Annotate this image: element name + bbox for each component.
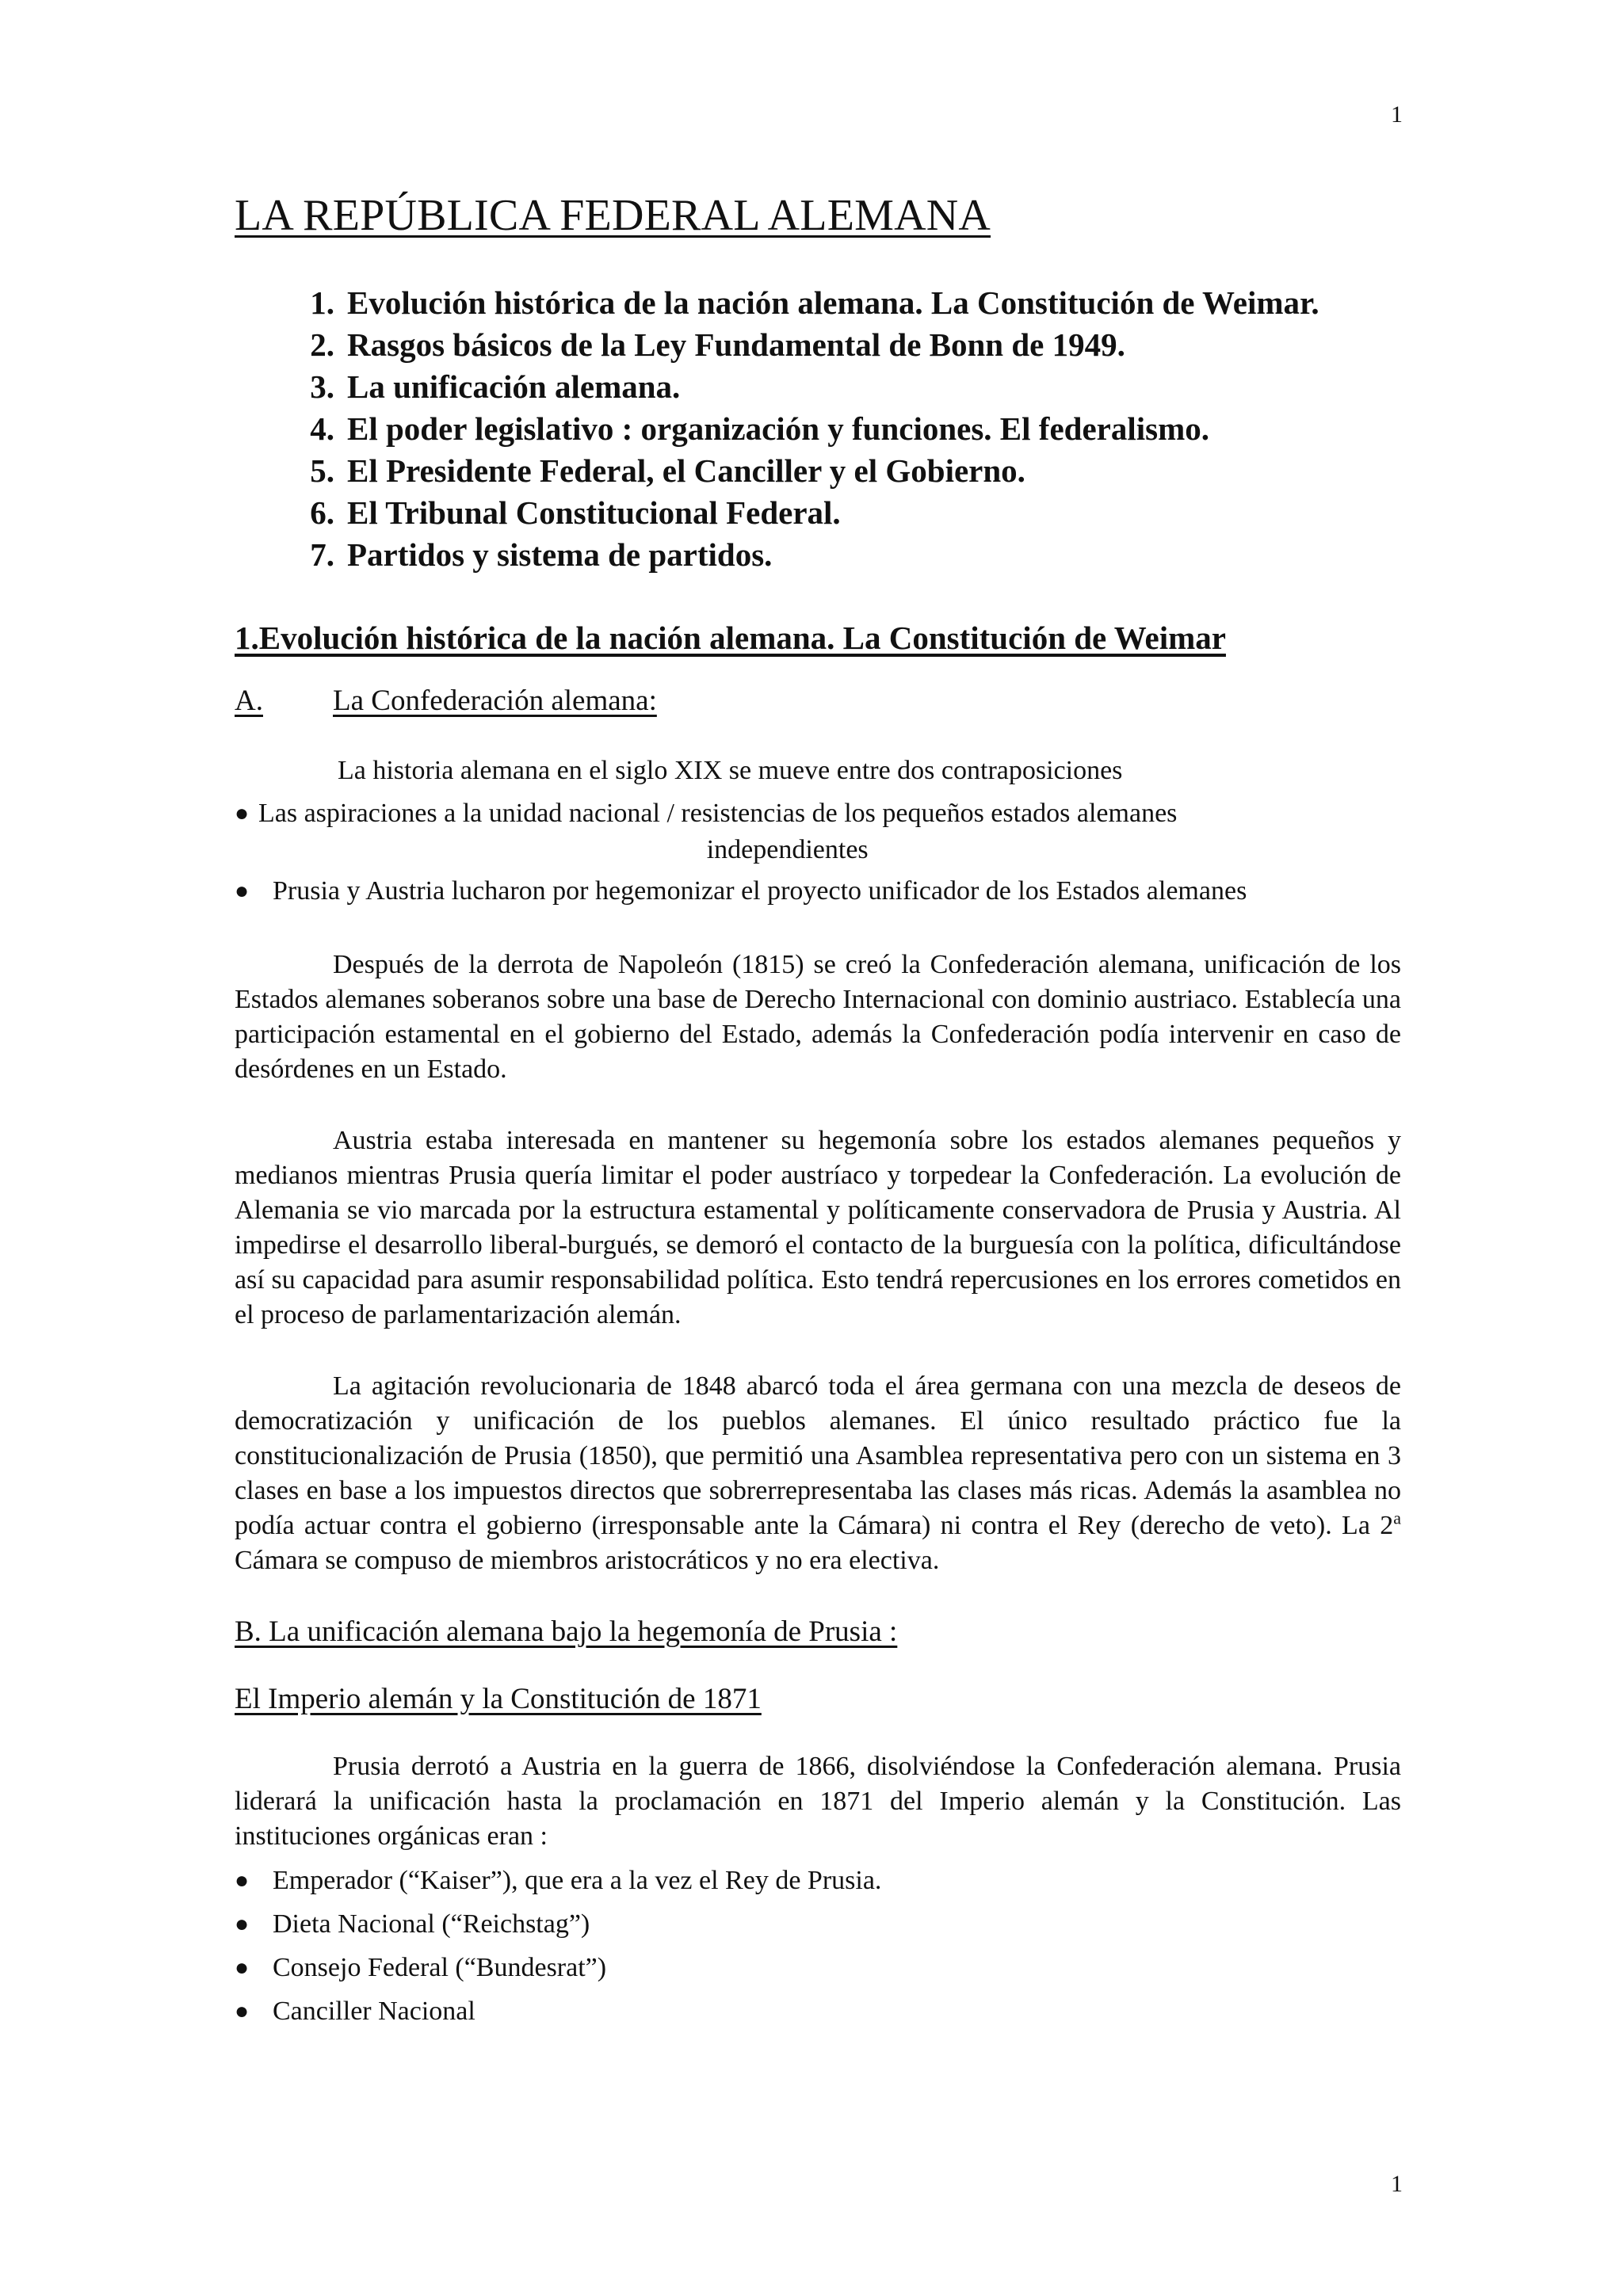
list-item <box>235 1902 1401 1946</box>
subsection-b-heading: B. La unificación alemana bajo la hegemonía de Prusia : <box>235 1615 898 1648</box>
toc-text: El Tribunal Constitucional Federal. <box>347 494 841 531</box>
toc-number: 4. <box>310 410 334 447</box>
toc-number: 5. <box>310 452 334 489</box>
toc-text: La unificación alemana. <box>347 368 681 405</box>
list-item <box>235 1989 1401 2033</box>
superscript: a <box>1393 1508 1401 1528</box>
list-item <box>235 795 1401 868</box>
paragraph-text: Cámara se compuso de miembros aristocráticos y no era electiva. <box>235 1546 940 1575</box>
list-item-continuation: independientes <box>706 835 869 864</box>
document-title: LA REPÚBLICA FEDERAL ALEMANA <box>235 191 991 240</box>
toc-number: 2. <box>310 326 334 363</box>
list-item-text: Emperador (“Kaiser”), que era a la vez el Rey de Prusia. <box>273 1866 882 1895</box>
bullet-icon: ● <box>235 878 250 904</box>
paragraph: Después de la derrota de Napoleón (1815) se creó la Confederación alemana, unificación de los Estados alemanes soberanos sobre una base de Derecho Internacional con dominio austriaco. Establecía una participación estamental en el gobierno del Estado, además la Confederación podía intervenir en caso de desórdenes en un Estado. <box>235 950 1401 1084</box>
toc-number: 6. <box>310 494 334 531</box>
page-number-bottom: 1 <box>1391 2171 1403 2197</box>
subsection-letter: A. <box>235 685 263 717</box>
intro-line: La historia alemana en el siglo XIX se mueve entre dos contraposiciones <box>338 756 1123 785</box>
toc-text: Partidos y sistema de partidos. <box>347 536 773 573</box>
bullet-icon: ● <box>235 1911 250 1937</box>
list-item-text: Dieta Nacional (“Reichstag”) <box>273 1909 590 1939</box>
toc-item <box>235 324 1401 366</box>
list-item-text: Las aspiraciones a la unidad nacional / resistencias de los pequeños estados alemanes <box>258 799 1178 828</box>
toc-number: 7. <box>310 536 334 573</box>
bullet-icon: ● <box>235 1867 250 1894</box>
paragraph: Austria estaba interesada en mantener su hegemonía sobre los estados alemanes pequeños y medianos mientras Prusia quería limitar el poder austríaco y torpedear la Confederación. La evolución de Alemania se vio marcada por la estructura estamental y políticamente conservadora de Prusia y Austria. Al impedirse el desarrollo liberal-burgués, se demoró el contacto de la burguesía con la política, dificultándose así su capacidad para asumir responsabilidad política. Esto tendrá repercusiones en los errores cometidos en el proceso de parlamentarización alemán. <box>235 1126 1401 1329</box>
list-item-text: Prusia y Austria lucharon por hegemonizar el proyecto unificador de los Estados alemanes <box>273 876 1247 906</box>
paragraph: Prusia derrotó a Austria en la guerra de 1866, disolviéndose la Confederación alemana. Prusia liderará la unificación hasta la proclamación en 1871 del Imperio alemán y la Constitución. Las instituciones orgánicas eran : <box>235 1752 1401 1851</box>
bullet-icon: ● <box>235 1998 250 2024</box>
contrast-list <box>235 795 1401 910</box>
paragraph <box>235 1369 1401 1578</box>
toc-item <box>235 282 1401 324</box>
toc-item <box>235 366 1401 408</box>
list-item-text: Canciller Nacional <box>273 1997 475 2026</box>
paragraph-text: La agitación revolucionaria de 1848 abarcó toda el área germana con una mezcla de deseos de democratización y unificación de los pueblos alemanes. El único resultado práctico fue la constitucionalización de Prusia (1850), que permitió una Asamblea representativa pero con un sistema en 3 clases en base a los impuestos directos que sobrerrepresentaba las clases más ricas. Además la asamblea no podía actuar contra el gobierno (irresponsable ante la Cámara) ni contra el Rey (derecho de veto). La 2 <box>235 1371 1401 1540</box>
section-heading: 1.Evolución histórica de la nación alemana. La Constitución de Weimar <box>235 620 1226 656</box>
subsection-title: La Confederación alemana: <box>333 685 657 717</box>
table-of-contents <box>235 282 1401 576</box>
list-item-text: Consejo Federal (“Bundesrat”) <box>273 1953 607 1982</box>
bullet-icon: ● <box>235 800 250 826</box>
subsection-a-heading <box>235 684 1401 718</box>
bullet-icon: ● <box>235 1955 250 1981</box>
toc-item <box>235 450 1401 492</box>
toc-text: Evolución histórica de la nación alemana. La Constitución de Weimar. <box>347 284 1319 321</box>
toc-item <box>235 492 1401 534</box>
toc-text: El Presidente Federal, el Canciller y el Gobierno. <box>347 452 1025 489</box>
list-item <box>235 873 1401 910</box>
toc-text: El poder legislativo : organización y funciones. El federalismo. <box>347 410 1209 447</box>
list-item <box>235 1946 1401 1989</box>
toc-number: 3. <box>310 368 334 405</box>
document-body <box>235 190 1401 2033</box>
institutions-list <box>235 1859 1401 2033</box>
page-number-top: 1 <box>1391 101 1403 128</box>
toc-item <box>235 408 1401 450</box>
toc-number: 1. <box>310 284 334 321</box>
subsection-b2-heading: El Imperio alemán y la Constitución de 1871 <box>235 1683 762 1715</box>
toc-text: Rasgos básicos de la Ley Fundamental de Bonn de 1949. <box>347 326 1125 363</box>
list-item-content <box>258 795 1177 868</box>
toc-item <box>235 534 1401 576</box>
list-item <box>235 1859 1401 1902</box>
